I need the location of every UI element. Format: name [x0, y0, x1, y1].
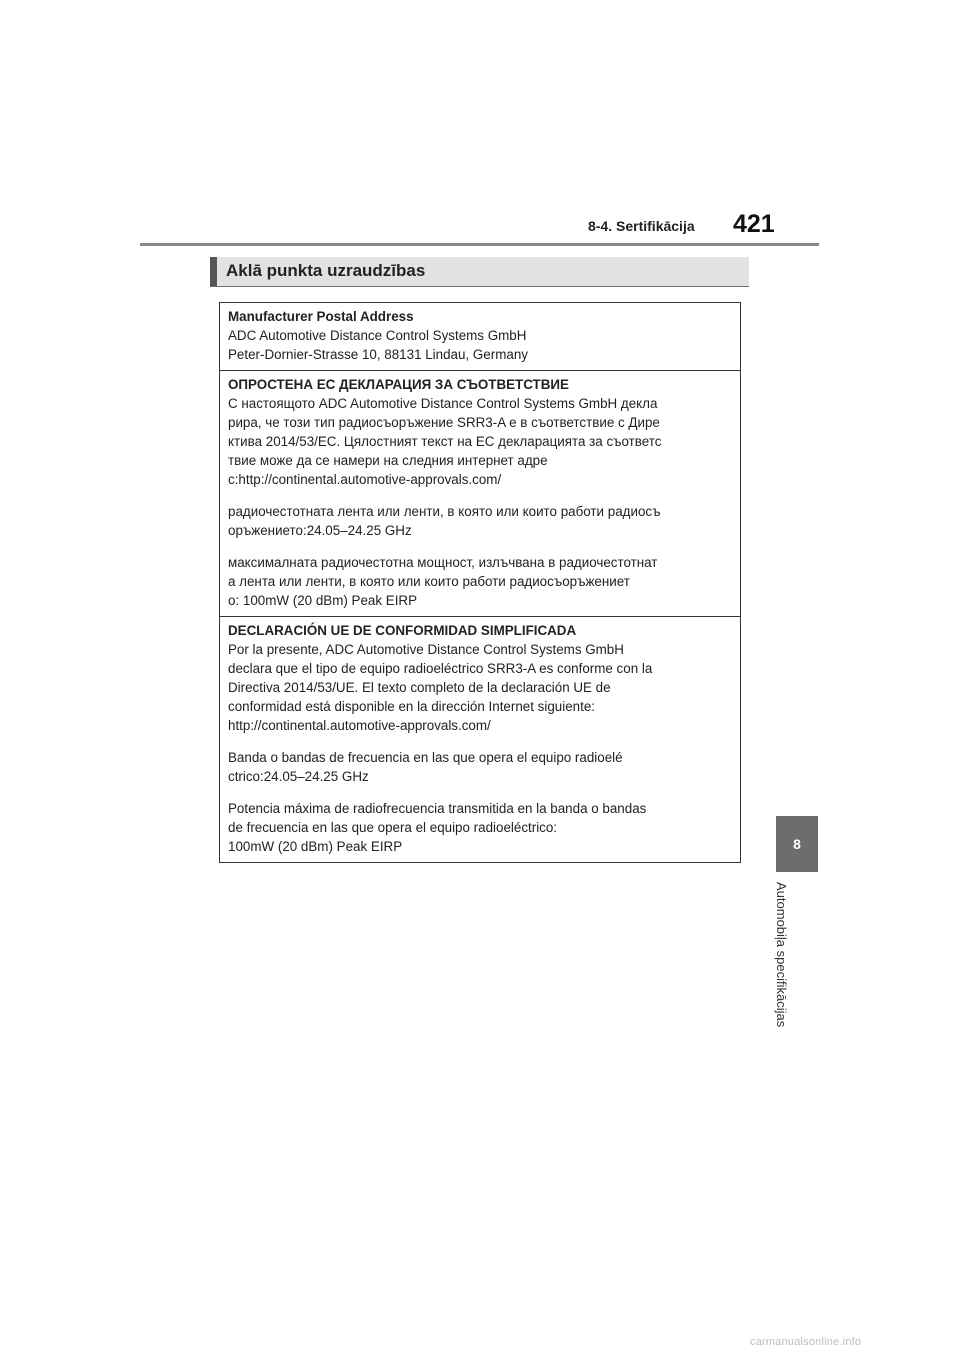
- chapter-tab[interactable]: 8: [776, 816, 818, 872]
- bulgarian-heading: ОПРОСТЕНА ЕС ДЕКЛАРАЦИЯ ЗА СЪОТВЕТСТВИЕ: [228, 377, 569, 392]
- bulgarian-freq-line: оръжението:24.05–24.25 GHz: [228, 523, 412, 538]
- bulgarian-power-line: а лента или ленти, в която или които работи радиосъоръжениет: [228, 574, 630, 589]
- manufacturer-heading: Manufacturer Postal Address: [228, 309, 414, 324]
- title-accent: [210, 257, 217, 286]
- declaration-table: [219, 302, 741, 863]
- spanish-freq-line: Banda o bandas de frecuencia en las que opera el equipo radioelé: [228, 750, 623, 765]
- spanish-cell: [220, 617, 741, 863]
- subsection-title-bar: [210, 257, 749, 287]
- manufacturer-cell: [220, 303, 741, 371]
- bulgarian-line: С настоящото ADC Automotive Distance Control Systems GmbH декла: [228, 396, 658, 411]
- spanish-line: Directiva 2014/53/UE. El texto completo de la declaración UE de: [228, 680, 611, 695]
- footer-watermark: carmanualsonline.info: [750, 1336, 862, 1348]
- spanish-line: Por la presente, ADC Automotive Distance Control Systems GmbH: [228, 642, 624, 657]
- manufacturer-address: Peter-Dornier-Strasse 10, 88131 Lindau, Germany: [228, 347, 528, 362]
- bulgarian-url-line: с:http://continental.automotive-approvals.com/: [228, 472, 502, 487]
- spanish-row: [220, 617, 741, 863]
- spanish-url-line: http://continental.automotive-approvals.com/: [228, 718, 491, 733]
- bulgarian-power-line: максималната радиочестотна мощност, излъчвана в радиочестотнат: [228, 555, 658, 570]
- bulgarian-line: рира, че този тип радиосъоръжение SRR3-A е в съответствие с Дире: [228, 415, 660, 430]
- bulgarian-freq-line: радиочестотната лента или ленти, в която или които работи радиосъ: [228, 504, 661, 519]
- chapter-label: Automobiļa specifikācijas: [774, 882, 789, 1028]
- section-title: 8-4. Sertifikācija: [588, 218, 695, 234]
- spanish-power-line: 100mW (20 dBm) Peak EIRP: [228, 839, 403, 854]
- manufacturer-row: [220, 303, 741, 371]
- bulgarian-cell: [220, 371, 741, 617]
- spanish-line: declara que el tipo de equipo radioeléctrico SRR3-A es conforme con la: [228, 661, 653, 676]
- bulgarian-row: [220, 371, 741, 617]
- spanish-heading: DECLARACIÓN UE DE CONFORMIDAD SIMPLIFICADA: [228, 623, 577, 638]
- bulgarian-power-line: о: 100mW (20 dBm) Peak EIRP: [228, 593, 418, 608]
- bulgarian-line: твие може да се намери на следния интернет адре: [228, 453, 548, 468]
- manufacturer-name: ADC Automotive Distance Control Systems GmbH: [228, 328, 527, 343]
- spanish-line: conformidad está disponible en la dirección Internet siguiente:: [228, 699, 595, 714]
- bulgarian-line: ктива 2014/53/ЕС. Цялостният текст на ЕС декларацията за съответс: [228, 434, 662, 449]
- spanish-freq-line: ctrico:24.05–24.25 GHz: [228, 769, 369, 784]
- subsection-title: Aklā punkta uzraudzības: [226, 261, 426, 280]
- spanish-power-line: Potencia máxima de radiofrecuencia transmitida en la banda o bandas: [228, 801, 647, 816]
- spanish-power-line: de frecuencia en las que opera el equipo radioeléctrico:: [228, 820, 558, 835]
- header-divider: [140, 243, 819, 246]
- page-number: 421: [733, 210, 775, 238]
